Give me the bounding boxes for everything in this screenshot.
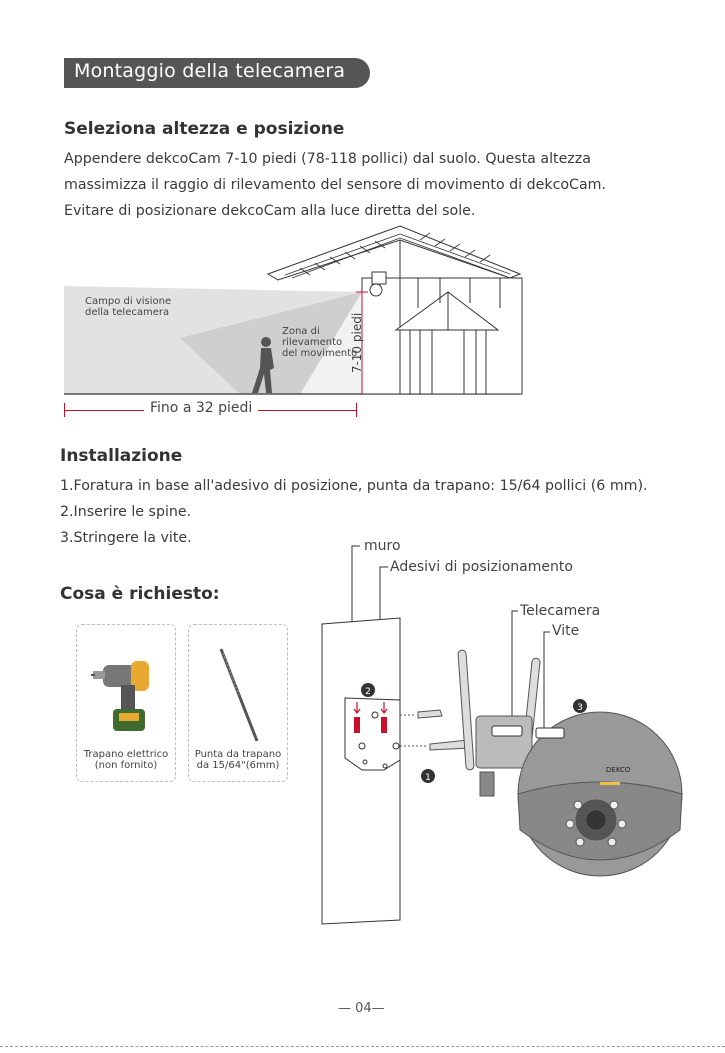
drill-icon <box>91 655 161 735</box>
screw-label: Vite <box>552 623 580 639</box>
install-diagram <box>300 540 725 930</box>
position-paragraph <box>64 146 606 224</box>
required-heading: Cosa è richiesto: <box>60 584 220 604</box>
distance-tick-left <box>64 403 65 417</box>
drill-caption-line: (non fornito) <box>94 760 158 771</box>
screw-leader <box>544 632 550 730</box>
field-of-view-line: della telecamera <box>85 307 170 318</box>
distance-tick-right <box>356 403 357 417</box>
position-sticker-right <box>381 717 387 733</box>
install-heading: Installazione <box>60 446 183 466</box>
required-item-drill <box>76 624 176 782</box>
section-title-banner <box>64 58 370 88</box>
position-heading: Seleziona altezza e posizione <box>64 119 345 139</box>
wall-panel <box>322 618 400 924</box>
camera-label: Telecamera <box>520 603 601 619</box>
position-line: Evitare di posizionare dekcoCam alla luce diretta del sole. <box>64 203 476 219</box>
motion-zone-line: del movimento <box>282 348 358 359</box>
bottom-divider <box>0 1046 725 1047</box>
height-label: 7-10 piedi <box>350 312 365 374</box>
position-sticker-left <box>354 717 360 733</box>
page-title: Montaggio della telecamera <box>74 60 346 82</box>
brand-mark: DEKCO <box>606 766 631 774</box>
install-step: 1.Foratura in base all'adesivo di posizione, punta da trapano: 15/64 pollici (6 mm). <box>60 478 648 494</box>
install-step: 3.Stringere la vite. <box>60 530 192 546</box>
camera-icon <box>458 650 682 876</box>
mount-plate-icon <box>345 698 400 770</box>
motion-zone-line: rilevamento <box>282 337 343 348</box>
camera-leader <box>512 611 518 720</box>
step-number-label: 1 <box>425 773 431 783</box>
step-number-label: 3 <box>577 703 583 713</box>
drill-caption <box>77 749 175 771</box>
drill-caption-line: Trapano elettrico <box>83 749 169 760</box>
page-number: — 04— <box>338 1001 385 1016</box>
drill-bit-icon <box>209 645 269 745</box>
position-line: massimizza il raggio di rilevamento del sensore di movimento di dekcoCam. <box>64 177 606 193</box>
position-line: Appendere dekcoCam 7-10 piedi (78-118 pollici) dal suolo. Questa altezza <box>64 151 591 167</box>
distance-label: Fino a 32 piedi <box>144 400 258 416</box>
field-of-view-line: Campo di visione <box>85 296 172 307</box>
drill-bit-caption-line: Punta da trapano <box>194 749 282 760</box>
motion-zone-label <box>282 326 357 359</box>
required-item-drill-bit <box>188 624 288 782</box>
stickers-label: Adesivi di posizionamento <box>390 559 573 575</box>
install-step: 2.Inserire le spine. <box>60 504 192 520</box>
screw-icon <box>400 710 470 750</box>
drill-bit-caption <box>189 749 287 771</box>
step-number-label: 2 <box>365 687 371 697</box>
field-of-view-label <box>85 296 171 318</box>
drill-bit-caption-line: da 15/64"(6mm) <box>196 760 280 771</box>
wall-label: muro <box>364 538 401 554</box>
motion-zone-line: Zona di <box>282 326 320 337</box>
